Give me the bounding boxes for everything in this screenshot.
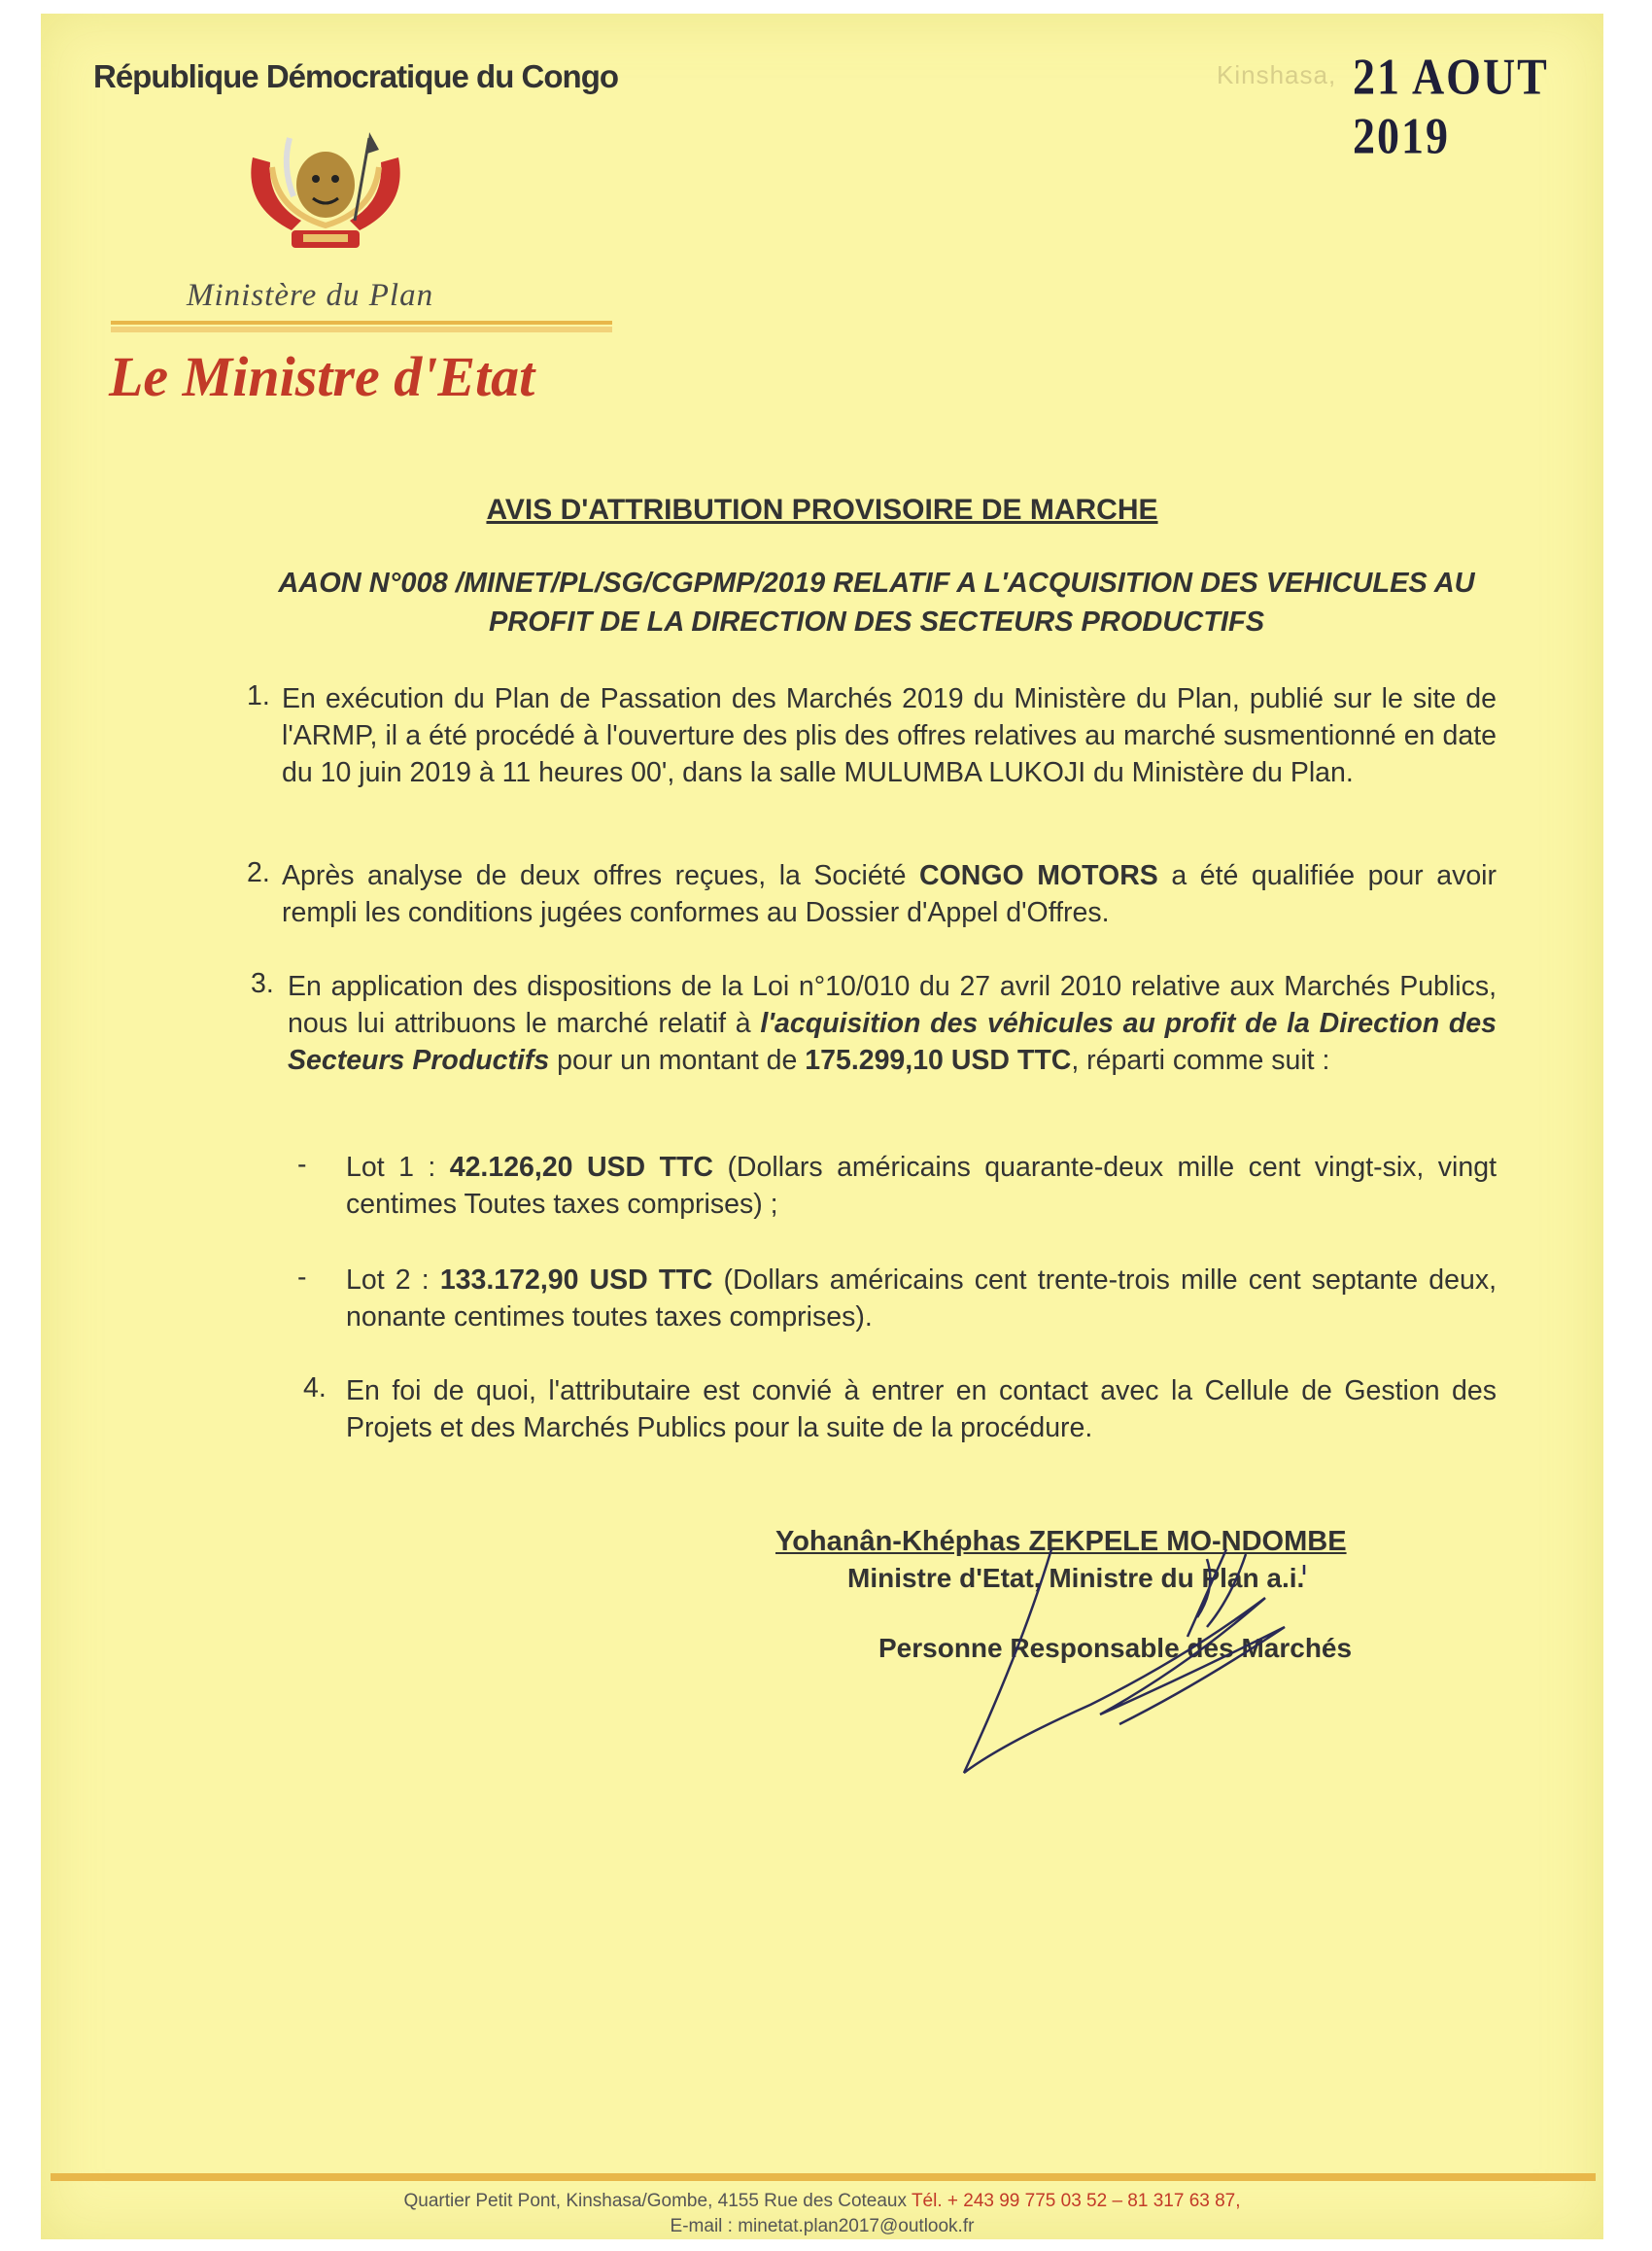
paragraph-1: En exécution du Plan de Passation des Marchés 2019 du Ministère du Plan, publié sur le site de l'ARMP, il a été procédé à l'ouverture des plis des offres relatives au marché susmentionné en date du 10 juin 2019 à 11 heures 00', dans la salle MULUMBA LUKOJI du Ministère du Plan. [282,683,1497,788]
paragraph-3 [288,968,1497,1079]
total-amount: 175.299,10 USD TTC [805,1045,1072,1076]
document-page [41,14,1603,2239]
document-subject: AAON N°008 /MINET/PL/SG/CGPMP/2019 RELATIF A L'ACQUISITION DES VEHICULES AU PROFIT DE LA DIRECTION DES SECTEURS PRODUCTIFS [278,568,1475,638]
footer-address-line [41,2191,1603,2212]
paragraph-3-number: 3. [251,968,274,999]
republic-name: République Démocratique du Congo [93,58,619,94]
lot-1-text: (Dollars américains quarante-deux mille cent vingt-six, vingt centimes Toutes taxes comprises) ; [346,1152,1497,1220]
coat-of-arms-emblem [233,128,418,255]
footer-telephone: Tél. + 243 99 775 03 52 – 81 317 63 87, [911,2191,1241,2211]
header-rule-shadow [111,327,612,332]
paragraph-3-text-c: , réparti comme suit : [1071,1045,1330,1076]
company-name: CONGO MOTORS [919,860,1158,891]
header-rule [111,321,612,325]
paragraph-2 [282,857,1497,931]
paragraph-1-number: 1. [247,680,270,711]
footer-email: E-mail : minetat.plan2017@outlook.fr [670,2216,975,2236]
contract-object: l'acquisition des véhicules au profit de la Direction des Secteurs Productifs [288,1008,1497,1076]
date-city: Kinshasa, [1217,60,1337,89]
lot-2-dash: - [297,1262,307,1293]
lot-2-amount: 133.172,90 USD TTC [439,1264,713,1296]
paragraph-2-number: 2. [247,857,270,888]
ministry-name: Ministère du Plan [187,278,434,313]
paragraph-3-text-b: pour un montant de [549,1045,806,1076]
paragraph-2-text-b: a été qualifiée pour avoir rempli les conditions jugées conformes au Dossier d'Appel d'Offres. [282,860,1497,928]
lot-1 [346,1149,1497,1223]
date-stamp: 21 AOUT 2019 [1353,48,1549,164]
handwritten-signature [896,1530,1362,1792]
lot-1-label: Lot 1 : [346,1152,450,1183]
signatory-responsibility: Personne Responsable des Marchés [878,1633,1353,1663]
minister-title: Le Ministre d'Etat [109,345,535,408]
lot-1-dash: - [297,1149,307,1180]
paragraph-4-number: 4. [303,1372,327,1403]
lot-2-label: Lot 2 : [346,1264,440,1296]
signatory-role: Ministre d'Etat, Ministre du Plan a.i. [847,1563,1305,1593]
lot-1-amount: 42.126,20 USD TTC [449,1152,713,1183]
document-heading: AVIS D'ATTRIBUTION PROVISOIRE DE MARCHE [486,494,1158,526]
signatory-name: Yohanân-Khéphas ZEKPELE MO-NDOMBE [775,1526,1347,1557]
paragraph-3-text-a: En application des dispositions de la Loi n°10/010 du 27 avril 2010 relative aux Marchés Publics, nous lui attribuons le marché relatif à [288,971,1497,1039]
lot-2-text: (Dollars américains cent trente-trois mille cent septante deux, nonante centimes toutes taxes comprises). [346,1264,1497,1333]
lot-2 [346,1262,1497,1335]
paragraph-4: En foi de quoi, l'attributaire est convié à entrer en contact avec la Cellule de Gestion des Projets et des Marchés Publics pour la suite de la procédure. [346,1375,1497,1443]
footer-rule [51,2173,1596,2181]
footer-address: Quartier Petit Pont, Kinshasa/Gombe, 4155 Rue des Coteaux [403,2191,907,2211]
paragraph-2-text-a: Après analyse de deux offres reçues, la Société [282,860,920,891]
